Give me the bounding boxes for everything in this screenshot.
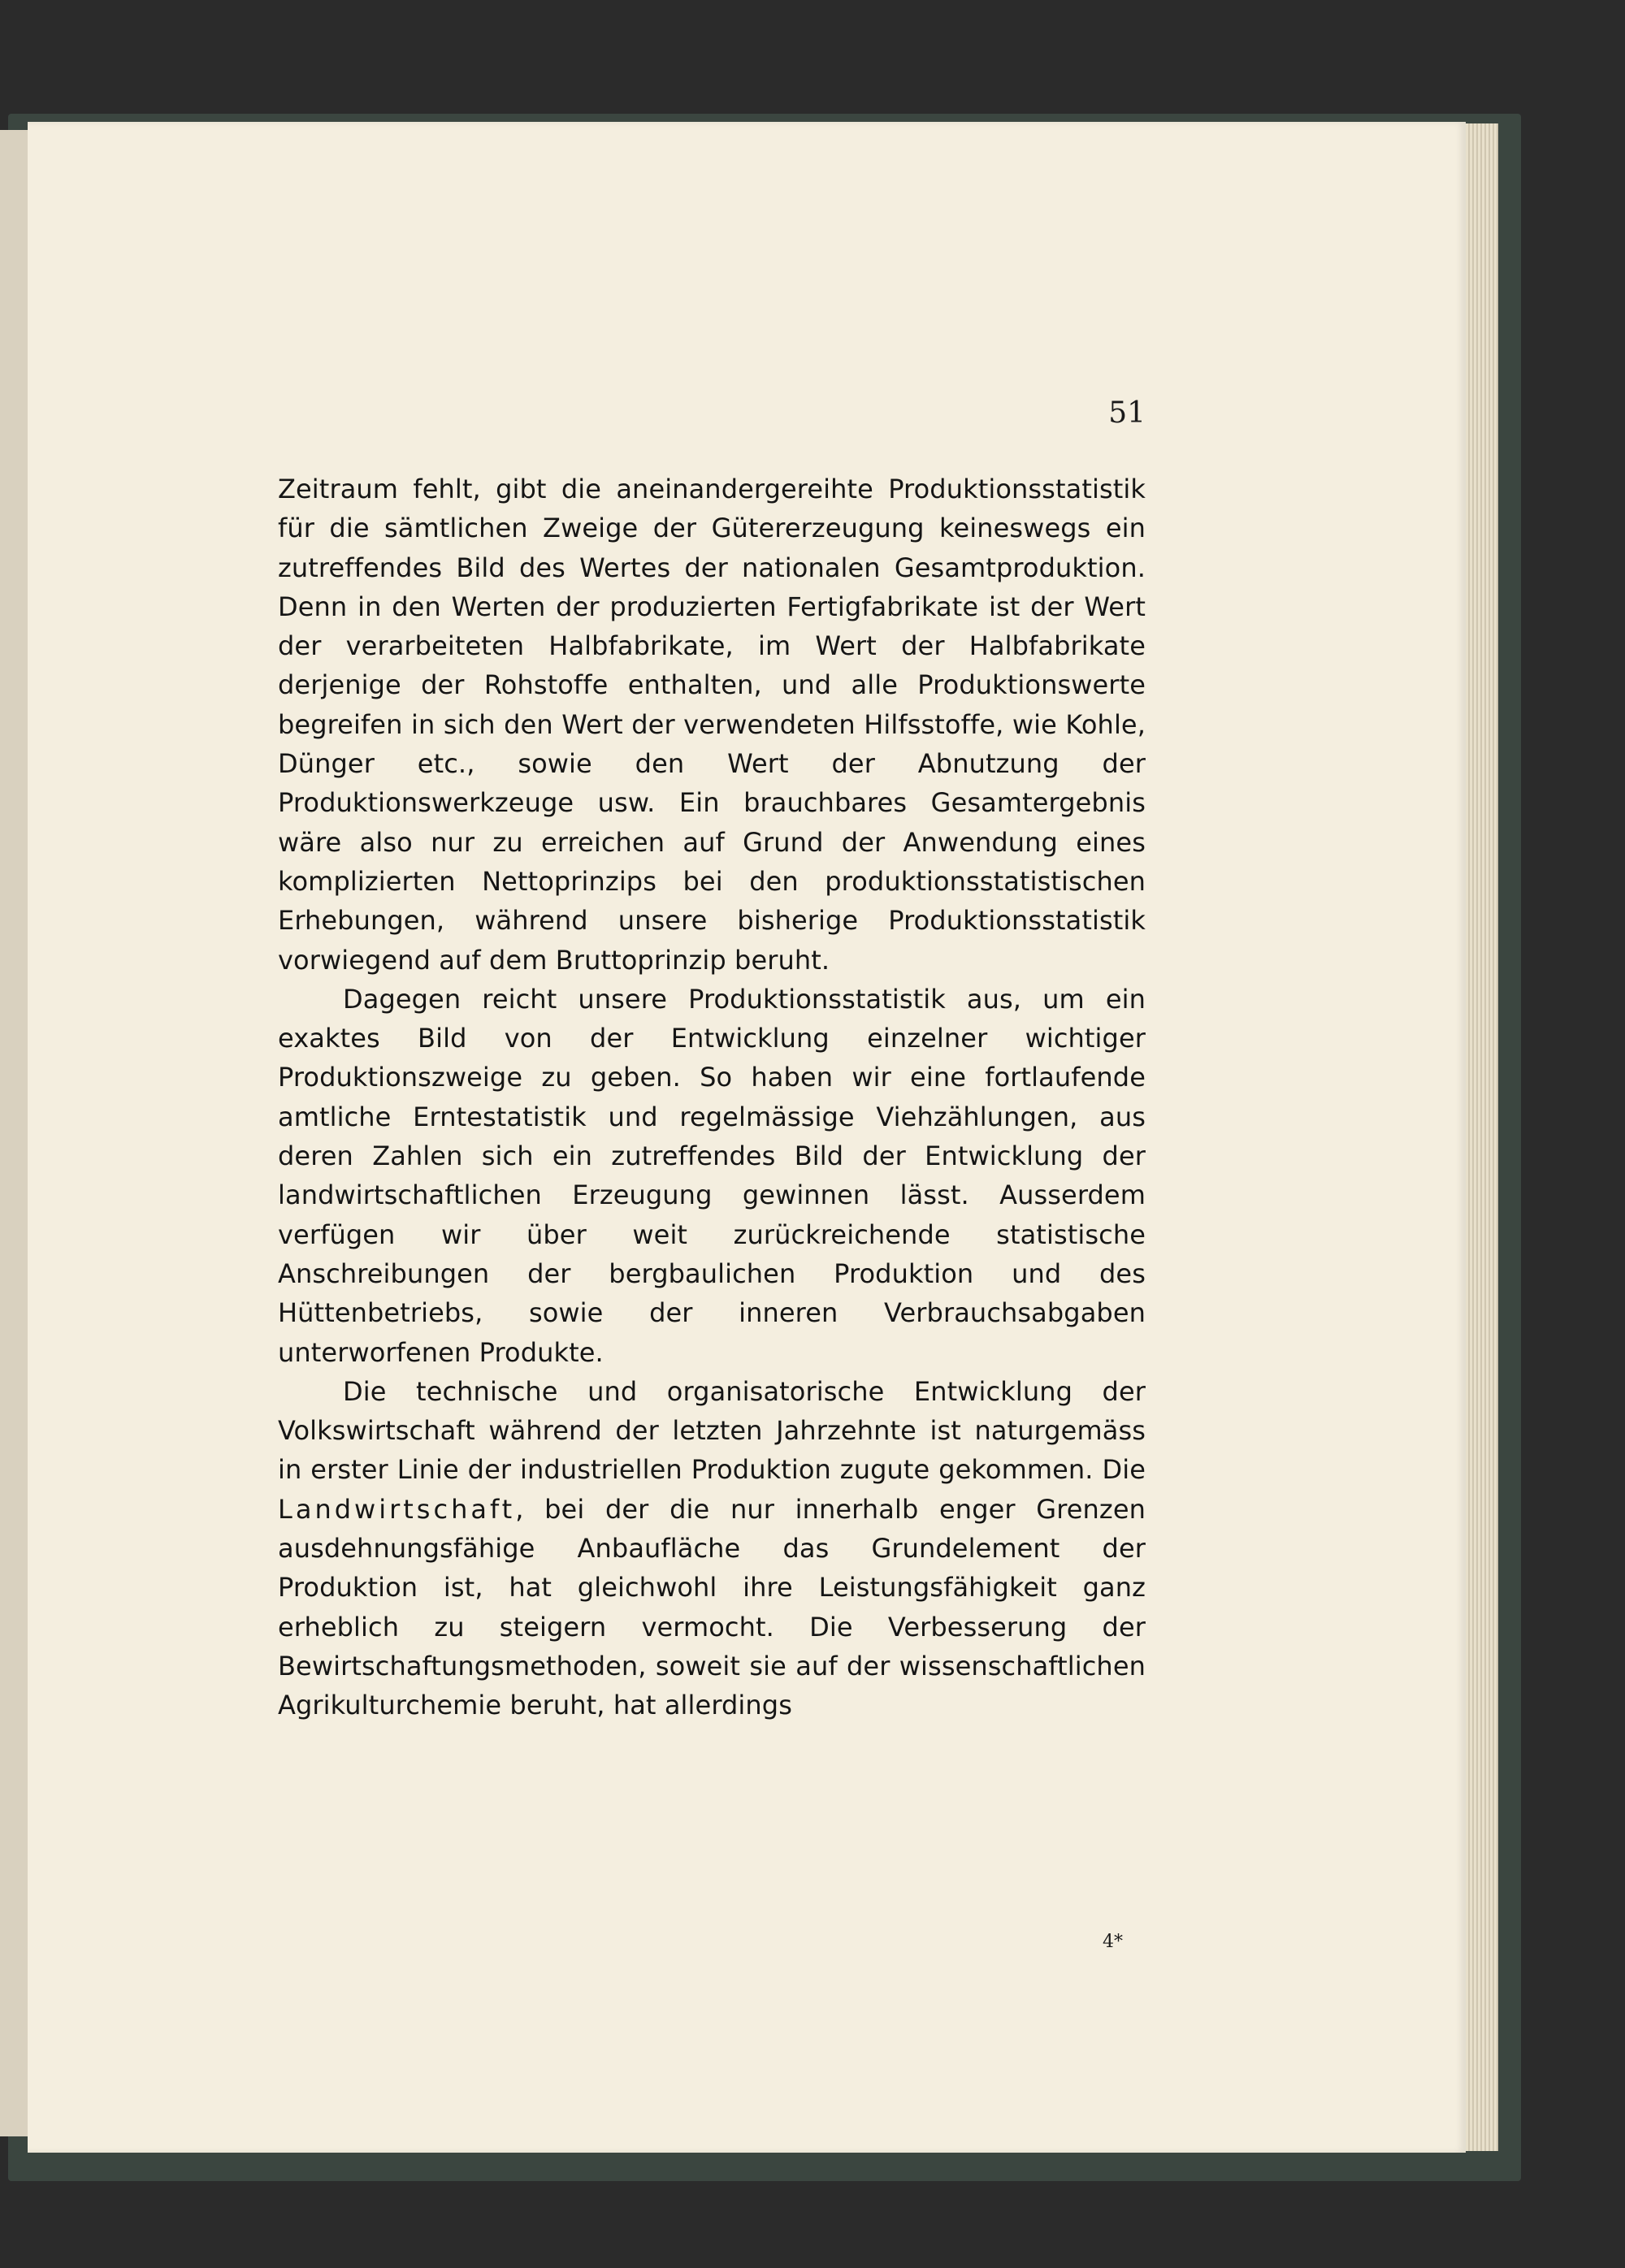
paragraph-2: Dagegen reicht unsere Produktionsstatistik aus, um ein exaktes Bild von der Entwicklung einzelner wichtiger Produktionszweige zu geben. So haben wir eine fortlaufende amtliche Erntestatistik und regelmässige Viehzählungen, aus deren Zahlen sich ein zutreffendes Bild der Entwicklung der landwirtschaftlichen Erzeugung gewinnen lässt. Ausserdem verfügen wir über weit zurückreichende statistische Anschreibungen der bergbaulichen Produktion und des Hüttenbetriebs, sowie der inneren Verbrauchsabgaben unterworfenen Produkte. (278, 983, 1146, 1368)
page-number: 51 (1108, 396, 1146, 430)
emphasized-term: Landwirtschaft (278, 1493, 516, 1525)
paragraph-3-start: Die technische und organisatorische Entwicklung der Volkswirtschaft während der letzten Jahrzehnte ist naturgemäss in erster Linie der industriellen Produktion zugute gekommen. Die (278, 1375, 1146, 1486)
left-page-edge (0, 130, 28, 2136)
signature-mark: 4* (1103, 1932, 1123, 1952)
paragraph-1: Zeitraum fehlt, gibt die aneinandergereihte Produktionsstatistik für die sämtlichen Zweige der Gütererzeugung keineswegs ein zutreffendes Bild des Wertes der nationalen Gesamtproduktion. Denn in den Werten der produzierten Fertigfabrikate ist der Wert der verarbeiteten Halbfabrikate, im Wert der Halbfabrikate derjenige der Rohstoffe enthalten, und alle Produktionswerte begreifen in sich den Wert der verwendeten Hilfsstoffe, wie Kohle, Dünger etc., sowie den Wert der Abnutzung der Produktionswerkzeuge usw. Ein brauchbares Gesamtergebnis wäre also nur zu erreichen auf Grund der Anwendung eines komplizierten Nettoprinzips bei den produktionsstatistischen Erhebungen, während unsere bisherige Produktionsstatistik vorwiegend auf dem Bruttoprinzip beruht. (278, 474, 1146, 976)
body-text (278, 470, 1146, 1725)
page-fore-edge (1466, 123, 1498, 2151)
paragraph-3 (278, 1372, 1146, 1725)
paragraph-3-end: , bei der die nur innerhalb enger Grenzen ausdehnungsfähige Anbaufläche das Grundelement der Produktion ist, hat gleichwohl ihre Leistungsfähigkeit ganz erheblich zu steigern vermocht. Die Verbesserung der Bewirtschaftungsmethoden, soweit sie auf der wissenschaftlichen Agrikulturchemie beruht, hat allerdings (278, 1493, 1146, 1721)
